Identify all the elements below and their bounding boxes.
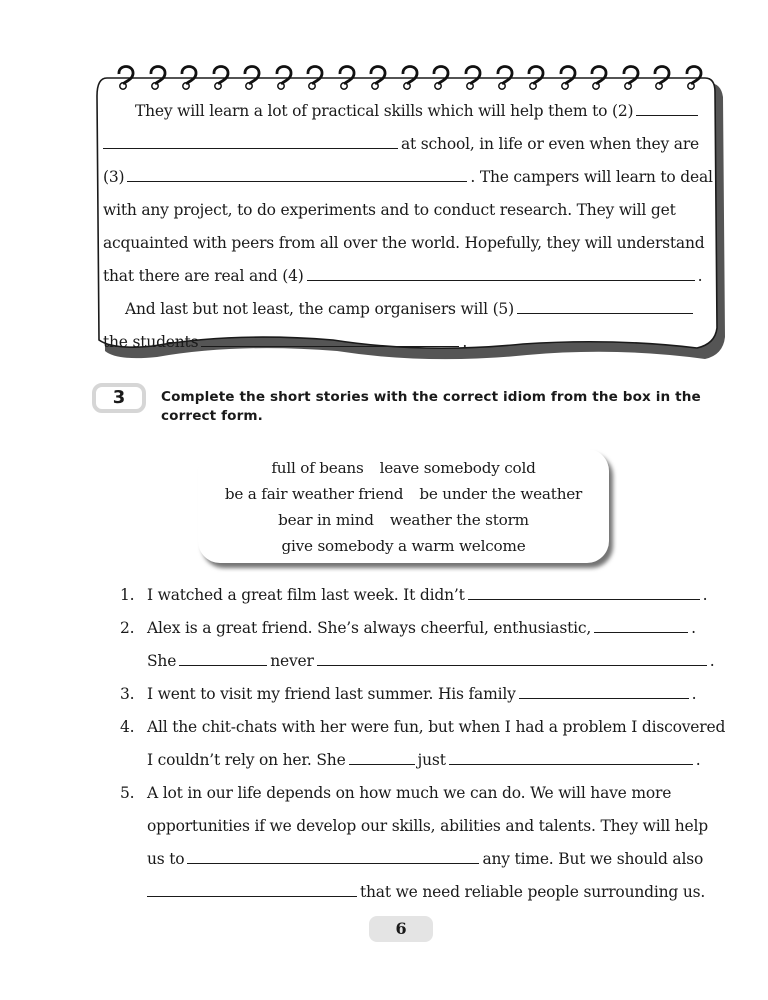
question-text: Alex is a great friend. She’s always cheerful, enthusiastic, bbox=[147, 619, 592, 637]
spiral-ring-icon bbox=[304, 62, 326, 92]
spiral-ring-icon bbox=[178, 62, 200, 92]
static-text: the students bbox=[103, 333, 199, 351]
spiral-ring-icon bbox=[399, 62, 421, 92]
idiom-item: bear in mind bbox=[278, 511, 374, 529]
notepad-text-box bbox=[93, 70, 719, 358]
question-text: I couldn’t rely on her. She bbox=[147, 751, 346, 769]
question-number: 3. bbox=[120, 685, 135, 703]
answer-blank-q1[interactable] bbox=[468, 579, 700, 600]
answer-blank-q2b[interactable] bbox=[179, 645, 267, 666]
spiral-ring-icon bbox=[557, 62, 579, 92]
question-list bbox=[120, 579, 725, 909]
notepad-paragraph bbox=[103, 95, 713, 359]
idiom-item: weather the storm bbox=[389, 511, 529, 529]
spiral-ring-icon bbox=[620, 62, 642, 92]
answer-blank-5b[interactable] bbox=[201, 326, 459, 347]
question-text: never bbox=[270, 652, 314, 670]
question-5-line-2: opportunities if we develop our skills, abilities and talents. They will help bbox=[147, 817, 708, 835]
spiral-ring-icon bbox=[683, 62, 705, 92]
punctuation: . bbox=[691, 685, 697, 703]
spiral-ring-icon bbox=[525, 62, 547, 92]
idiom-item: leave somebody cold bbox=[379, 459, 536, 477]
question-text: All the chit-chats with her were fun, but when I had a problem I discovered bbox=[147, 718, 726, 736]
answer-blank-q5b[interactable] bbox=[147, 876, 357, 897]
question-1 bbox=[120, 579, 725, 612]
notepad-line bbox=[103, 293, 713, 326]
idiom-box bbox=[198, 449, 609, 563]
question-number: 1. bbox=[120, 586, 135, 604]
punctuation: . bbox=[695, 751, 701, 769]
answer-blank-q4a[interactable] bbox=[349, 744, 415, 765]
question-3 bbox=[120, 678, 725, 711]
question-text: any time. But we should also bbox=[482, 850, 704, 868]
spiral-ring-icon bbox=[367, 62, 389, 92]
idiom-row bbox=[198, 507, 609, 533]
static-text: And last but not least, the camp organisers will (5) bbox=[125, 300, 514, 318]
question-text: us to bbox=[147, 850, 185, 868]
punctuation: . bbox=[709, 652, 715, 670]
spiral-ring-icon bbox=[336, 62, 358, 92]
question-text: A lot in our life depends on how much we can do. We will have more bbox=[147, 784, 672, 802]
static-text: at school, in life or even when they are bbox=[401, 135, 700, 153]
answer-blank-q2c[interactable] bbox=[317, 645, 707, 666]
question-text: just bbox=[417, 751, 446, 769]
notepad-line bbox=[103, 128, 713, 161]
notepad-line bbox=[103, 161, 713, 194]
answer-blank-2b[interactable] bbox=[103, 128, 398, 149]
exercise-number-badge: 3 bbox=[92, 383, 146, 413]
idiom-row bbox=[198, 481, 609, 507]
spiral-ring-icon bbox=[494, 62, 516, 92]
question-5-line-4 bbox=[120, 876, 725, 909]
question-4-line-2 bbox=[120, 744, 725, 777]
static-text: . bbox=[697, 267, 703, 285]
spiral-ring-icon bbox=[430, 62, 452, 92]
idiom-item: be under the weather bbox=[419, 485, 583, 503]
answer-blank-q3[interactable] bbox=[519, 678, 689, 699]
page-number: 6 bbox=[369, 916, 433, 942]
static-text: (3) bbox=[103, 168, 125, 186]
answer-blank-q5a[interactable] bbox=[187, 843, 479, 864]
idiom-item: be a fair weather friend bbox=[224, 485, 404, 503]
answer-blank-q4b[interactable] bbox=[449, 744, 693, 765]
static-text: that there are real and (4) bbox=[103, 267, 304, 285]
spiral-ring-icon bbox=[241, 62, 263, 92]
exercise-instruction: Complete the short stories with the correct idiom from the box in the correct form. bbox=[161, 389, 701, 424]
question-text: that we need reliable people surrounding us. bbox=[360, 883, 706, 901]
answer-blank-q2a[interactable] bbox=[594, 612, 688, 633]
question-2 bbox=[120, 612, 725, 645]
notepad-line: acquainted with peers from all over the world. Hopefully, they will understand bbox=[103, 234, 705, 252]
question-number: 2. bbox=[120, 619, 135, 637]
answer-blank-2a[interactable] bbox=[636, 95, 698, 116]
spiral-ring-icon bbox=[115, 62, 137, 92]
answer-blank-5a[interactable] bbox=[517, 293, 693, 314]
spiral-ring-icon bbox=[210, 62, 232, 92]
spiral-binding bbox=[115, 62, 705, 94]
question-5-line-3 bbox=[120, 843, 725, 876]
spiral-ring-icon bbox=[651, 62, 673, 92]
spiral-ring-icon bbox=[147, 62, 169, 92]
notepad-line bbox=[103, 95, 713, 128]
answer-blank-4[interactable] bbox=[307, 260, 695, 281]
notepad-line bbox=[103, 260, 713, 293]
static-text: . bbox=[462, 333, 468, 351]
spiral-ring-icon bbox=[588, 62, 610, 92]
question-number: 4. bbox=[120, 718, 135, 736]
idiom-row bbox=[198, 533, 609, 559]
question-number: 5. bbox=[120, 784, 135, 802]
question-4 bbox=[120, 711, 725, 744]
notepad-line: with any project, to do experiments and to conduct research. They will get bbox=[103, 201, 676, 219]
idiom-item: full of beans bbox=[271, 459, 364, 477]
static-text: . The campers will learn to deal bbox=[470, 168, 713, 186]
idiom-item: give somebody a warm welcome bbox=[281, 537, 526, 555]
question-5 bbox=[120, 777, 725, 810]
punctuation: . bbox=[702, 586, 708, 604]
question-text: She bbox=[147, 652, 177, 670]
question-2-line-2 bbox=[120, 645, 725, 678]
question-text: I watched a great film last week. It didn’t bbox=[147, 586, 465, 604]
spiral-ring-icon bbox=[462, 62, 484, 92]
idiom-row bbox=[198, 455, 609, 481]
notepad-line bbox=[103, 326, 713, 359]
punctuation: . bbox=[691, 619, 696, 637]
question-text: I went to visit my friend last summer. His family bbox=[147, 685, 516, 703]
answer-blank-3[interactable] bbox=[127, 161, 467, 182]
static-text: They will learn a lot of practical skills which will help them to (2) bbox=[135, 102, 634, 120]
spiral-ring-icon bbox=[273, 62, 295, 92]
